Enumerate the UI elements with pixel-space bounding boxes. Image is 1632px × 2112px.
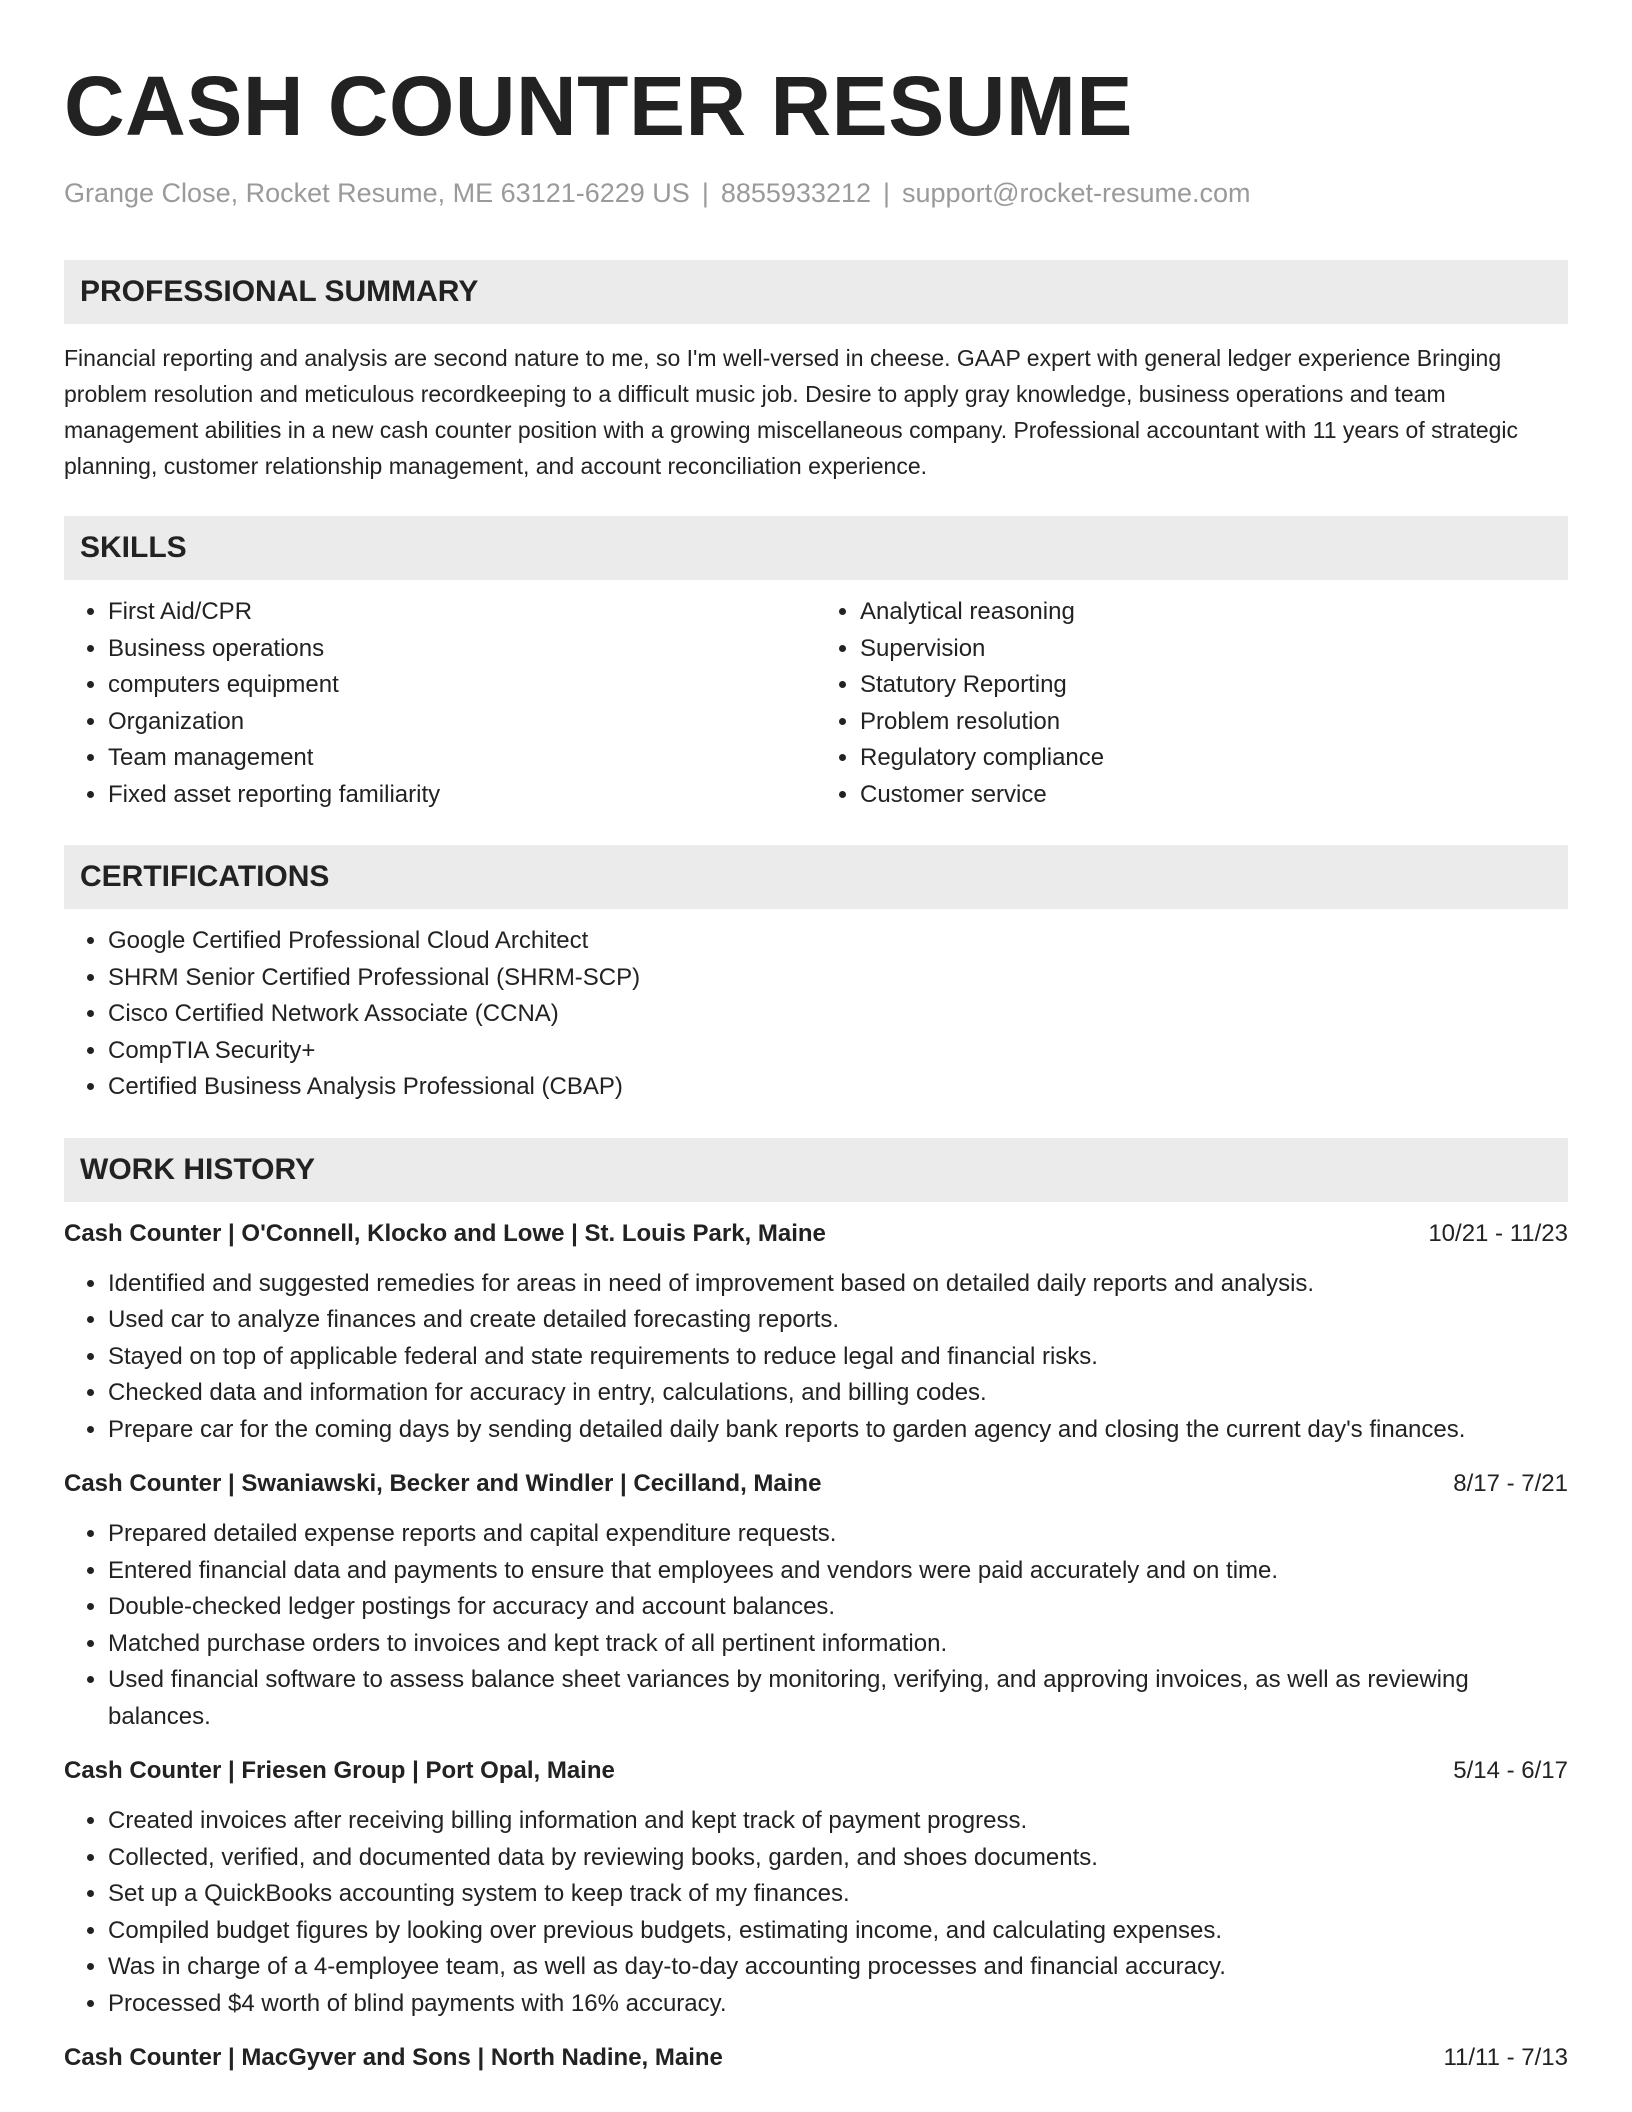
job-entry [64, 1216, 1568, 1449]
job-bullet: • Compiled budget figures by looking over previous budgets, estimating income, and calculating expenses. [108, 1913, 1568, 1950]
job-bullet: • Processed $4 worth of blind payments with 16% accuracy. [108, 1986, 1568, 2023]
skill-item: • Business operations [108, 631, 816, 668]
summary-text: Financial reporting and analysis are second nature to me, so I'm well-versed in cheese. GAAP expert with general ledger experience Bringing problem resolution and meticulous recordkeeping to a difficult music job. Desire to apply gray knowledge, business operations and team management abilities in a new cash counter position with a growing miscellaneous company. Professional accountant with 11 years of strategic planning, customer relationship management, and account reconciliation experience. [64, 345, 1519, 479]
skill-item: • Problem resolution [860, 704, 1568, 741]
job-dates: 11/11 - 7/13 [1443, 2044, 1568, 2071]
contact-line [64, 176, 1568, 210]
job-bullet: • Matched purchase orders to invoices and kept track of all pertinent information. [108, 1626, 1568, 1663]
contact-address: Grange Close, Rocket Resume, ME 63121-6229 US [64, 178, 690, 208]
job-entry [64, 2040, 1568, 2076]
skill-item: • Statutory Reporting [860, 667, 1568, 704]
certification-item: • Cisco Certified Network Associate (CCNA) [108, 996, 1568, 1033]
section-header-skills: SKILLS [64, 516, 1568, 580]
certification-item: • Certified Business Analysis Professional (CBAP) [108, 1069, 1568, 1106]
contact-separator: | [701, 178, 709, 208]
job-bullet: • Was in charge of a 4-employee team, as well as day-to-day accounting processes and financial accuracy. [108, 1949, 1568, 1986]
skill-item: • Team management [108, 740, 816, 777]
job-header [64, 1216, 1568, 1252]
job-bullet: • Entered financial data and payments to ensure that employees and vendors were paid accurately and on time. [108, 1553, 1568, 1590]
skills-column-right [816, 594, 1568, 813]
certification-item: • CompTIA Security+ [108, 1033, 1568, 1070]
job-bullet: • Created invoices after receiving billing information and kept track of payment progress. [108, 1803, 1568, 1840]
job-bullets [64, 1803, 1568, 2022]
job-header [64, 1466, 1568, 1502]
certification-item: • SHRM Senior Certified Professional (SHRM-SCP) [108, 960, 1568, 997]
job-bullets [64, 1266, 1568, 1449]
skill-item: • Customer service [860, 777, 1568, 814]
job-bullet: • Stayed on top of applicable federal and state requirements to reduce legal and financial risks. [108, 1339, 1568, 1376]
job-bullet: • Prepared detailed expense reports and capital expenditure requests. [108, 1516, 1568, 1553]
job-bullet: • Collected, verified, and documented data by reviewing books, garden, and shoes documents. [108, 1840, 1568, 1877]
skills-list [64, 594, 1568, 813]
job-title: Cash Counter | O'Connell, Klocko and Lowe | St. Louis Park, Maine [64, 1219, 826, 1247]
job-header [64, 1753, 1568, 1789]
contact-phone: 8855933212 [720, 178, 871, 208]
job-bullet: • Set up a QuickBooks accounting system to keep track of my finances. [108, 1876, 1568, 1913]
job-entry [64, 1753, 1568, 2022]
job-dates: 10/21 - 11/23 [1428, 1219, 1568, 1247]
job-bullet: • Used financial software to assess balance sheet variances by monitoring, verifying, and approving invoices, as well as reviewing balances. [108, 1662, 1568, 1735]
section-header-certifications: CERTIFICATIONS [64, 845, 1568, 909]
job-header [64, 2040, 1568, 2076]
contact-separator: | [883, 178, 891, 208]
skill-item: • computers equipment [108, 667, 816, 704]
certifications-list [64, 923, 1568, 1106]
job-bullets [64, 1516, 1568, 1735]
job-bullet: • Prepare car for the coming days by sending detailed daily bank reports to garden agency and closing the current day's finances. [108, 1412, 1568, 1449]
resume-title: CASH COUNTER RESUME [64, 59, 1133, 153]
job-bullet: • Double-checked ledger postings for accuracy and account balances. [108, 1589, 1568, 1626]
job-bullet: • Checked data and information for accuracy in entry, calculations, and billing codes. [108, 1375, 1568, 1412]
section-header-work-history: WORK HISTORY [64, 1138, 1568, 1202]
skill-item: • Organization [108, 704, 816, 741]
certification-item: • Google Certified Professional Cloud Architect [108, 923, 1568, 960]
job-title: Cash Counter | MacGyver and Sons | North Nadine, Maine [64, 2044, 723, 2071]
job-title: Cash Counter | Swaniawski, Becker and Windler | Cecilland, Maine [64, 1470, 822, 1497]
job-bullet: • Identified and suggested remedies for areas in need of improvement based on detailed daily reports and analysis. [108, 1266, 1568, 1303]
section-header-summary: PROFESSIONAL SUMMARY [64, 260, 1568, 324]
skill-item: • Analytical reasoning [860, 594, 1568, 631]
skill-item: • Supervision [860, 631, 1568, 668]
skills-column-left [64, 594, 816, 813]
job-title: Cash Counter | Friesen Group | Port Opal, Maine [64, 1757, 615, 1784]
job-bullet: • Used car to analyze finances and create detailed forecasting reports. [108, 1302, 1568, 1339]
skill-item: • Fixed asset reporting familiarity [108, 777, 816, 814]
job-entry [64, 1466, 1568, 1735]
contact-email[interactable]: support@rocket-resume.com [902, 178, 1251, 208]
skill-item: • Regulatory compliance [860, 740, 1568, 777]
skill-item: • First Aid/CPR [108, 594, 816, 631]
job-dates: 5/14 - 6/17 [1453, 1757, 1568, 1784]
job-dates: 8/17 - 7/21 [1453, 1470, 1568, 1497]
